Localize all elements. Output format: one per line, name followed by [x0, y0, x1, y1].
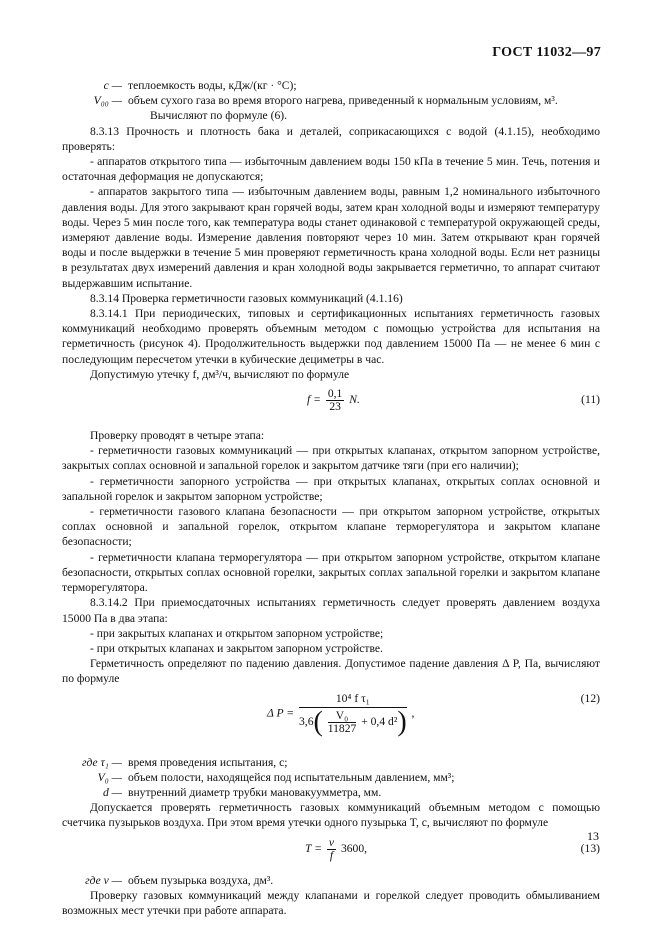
variable-definition [62, 755, 600, 770]
formula-12: Δ P = 10⁴ f τ₁ 3,6( $\frac{\text{V₀}}{11827}$ + 0,4 d²) , (12) [267, 691, 600, 738]
fraction-denominator: f [329, 848, 334, 862]
stage-item: - герметичности запорного устройства — при открытых клапанах, открытых соплах основной и запальной горелок и закрытом запорном устройстве; [62, 474, 600, 503]
formula-11 [62, 382, 600, 420]
variable-symbol: V₀ — [97, 770, 122, 784]
stage-item: - герметичности газового клапана безопасности — при открытом запорном устройстве, открытых соплах основной и запальной горелок, открытом клапане терморегулятора и закрытом клапане безопасности; [62, 505, 600, 549]
variable-definition [62, 93, 600, 108]
equation-number: (13) [580, 841, 600, 855]
equation-number: (11) [581, 393, 600, 407]
stage-item: - герметичности газовых коммуникаций — при открытых клапанах, открытом запорном устройстве, закрытых соплах основной и запальной горелок и закрытом датчике тяги (при его наличии); [62, 444, 600, 473]
formula-reference: Вычисляют по формуле (6). [150, 109, 287, 123]
stage-item: - герметичности клапана терморегулятора — при открытом запорном устройстве, открытом клапане безопасности, открытых соплах основной горелки, закрытых соплах запальной горелки и закрытом клапане терморегулятора. [62, 550, 600, 595]
denominator-term: + 0,4 d² [361, 714, 398, 728]
four-stages-intro: Проверку проводят в четыре этапа: [90, 429, 265, 443]
document-body [62, 78, 600, 918]
variable-description: объем сухого газа во время второго нагрева, приведенный к нормальным условиям, м³. [128, 94, 558, 108]
formula-lhs: T = [305, 841, 322, 855]
section-8-3-13: 8.3.13 Прочность и плотность бака и деталей, соприкасающихся с водой (4.1.15), необходимо проверять: [62, 124, 600, 153]
formula-lhs: f = [307, 393, 321, 407]
stage-item: - при закрытых клапанах и открытом запорном устройстве; [90, 626, 384, 640]
variable-symbol: V₀₀ — [93, 94, 122, 108]
variable-definition [62, 770, 600, 785]
denominator-coefficient: 3,6 [299, 714, 314, 728]
variable-symbol: c — [103, 79, 122, 92]
pressure-drop-paragraph: Герметичность определяют по падению давления. Допустимое падение давления Δ P, Па, вычисляют по формуле [62, 657, 600, 686]
fraction-numerator: 0,1 [327, 387, 343, 401]
open-type-paragraph: - аппаратов открытого типа — избыточным давлением воды 150 кПа в течение 5 мин. Течь, потения и остаточная деформация не допускаются; [62, 155, 600, 184]
fraction [327, 837, 336, 862]
fraction [326, 388, 345, 413]
formula-13 [62, 831, 600, 869]
bubble-paragraph: Допускается проверять герметичность газовых коммуникаций объемным методом с помощью счетчика пузырьков воздуха. При этом время утечки одного пузырька T, с, вычисляют по формуле [62, 801, 600, 830]
variable-symbol: d — [102, 785, 122, 799]
formula-lhs: Δ P = [267, 706, 295, 720]
inner-numerator: V₀ [328, 710, 357, 723]
standard-header: ГОСТ 11032—97 [492, 45, 601, 60]
variable-description: внутренний диаметр трубки мановакуумметра, мм. [128, 785, 382, 799]
variable-definition [62, 78, 600, 93]
formula-tail: N. [349, 393, 360, 407]
variable-description: объем полости, находящейся под испытательным давлением, мм³; [128, 770, 455, 784]
fraction-numerator: v [328, 835, 335, 849]
variable-definition [62, 873, 600, 888]
variable-description: время проведения испытания, с; [128, 755, 288, 769]
fraction [299, 691, 407, 738]
variable-definition [62, 785, 600, 800]
variable-symbol: где v — [85, 873, 122, 887]
variable-description: объем пузырька воздуха, дм³. [128, 873, 274, 887]
inner-denominator: 11827 [327, 721, 357, 735]
variable-symbol: где τ₁ — [82, 755, 122, 769]
final-paragraph: Проверку газовых коммуникаций между клапанами и горелкой следует проводить обмыливанием возможных мест утечки при работе аппарата. [62, 888, 600, 917]
section-8-3-14-2: 8.3.14.2 При приемосдаточных испытаниях герметичность следует проверять давлением воздуха 15000 Па в два этапа: [62, 596, 600, 625]
formula-tail: 3600, [340, 841, 368, 855]
inner-fraction [328, 710, 357, 735]
leak-paragraph: Допустимую утечку f, дм³/ч, вычисляют по формуле [90, 367, 350, 381]
page-number: 13 [587, 829, 599, 843]
fraction-denominator: 23 [329, 400, 341, 414]
section-8-3-14: 8.3.14 Проверка герметичности газовых коммуникаций (4.1.16) [90, 291, 403, 305]
section-8-3-14-1: 8.3.14.1 При периодических, типовых и сертификационных испытаниях герметичность газовых коммуникаций необходимо проверять объемным методом с помощью устройства для испытания на герметичность (рисунок 4). Продолжительность выдержки под давлением 15000 Па — не менее 6 мин с последующим пересчетом утечки в кубические дециметры в час. [62, 307, 600, 366]
variable-description: теплоемкость воды, кДж/(кг · °С); [128, 79, 297, 92]
equation-number: (12) [580, 691, 600, 705]
stage-item: - при открытых клапанах и закрытом запорном устройстве. [90, 641, 383, 655]
fraction-numerator: 10⁴ f τ₁ [299, 693, 407, 708]
fraction-denominator: 3,6( $\frac{\text{V₀}}{11827}$ + 0,4 d²) [299, 706, 407, 738]
closed-type-paragraph: - аппаратов закрытого типа — избыточным давлением воды, равным 1,2 номинального избыточного давления воды. Для этого закрывают кран горячей воды, затем кран холодной воды и измеряют температуру воды. Через 5 мин после того, как температура воды станет одинаковой с температурой окружающей среды, измеряют давление воды. Измерение давления повторяют через 10 мин. Затем открывают кран горячей воды и после выдержки в течение 5 мин проверяют герметичность крана холодной воды. Если нет разницы в результатах двух измерений давления и кран холодной воды закрывается герметично, то аппарат считают выдержавшим испытание. [62, 185, 600, 290]
